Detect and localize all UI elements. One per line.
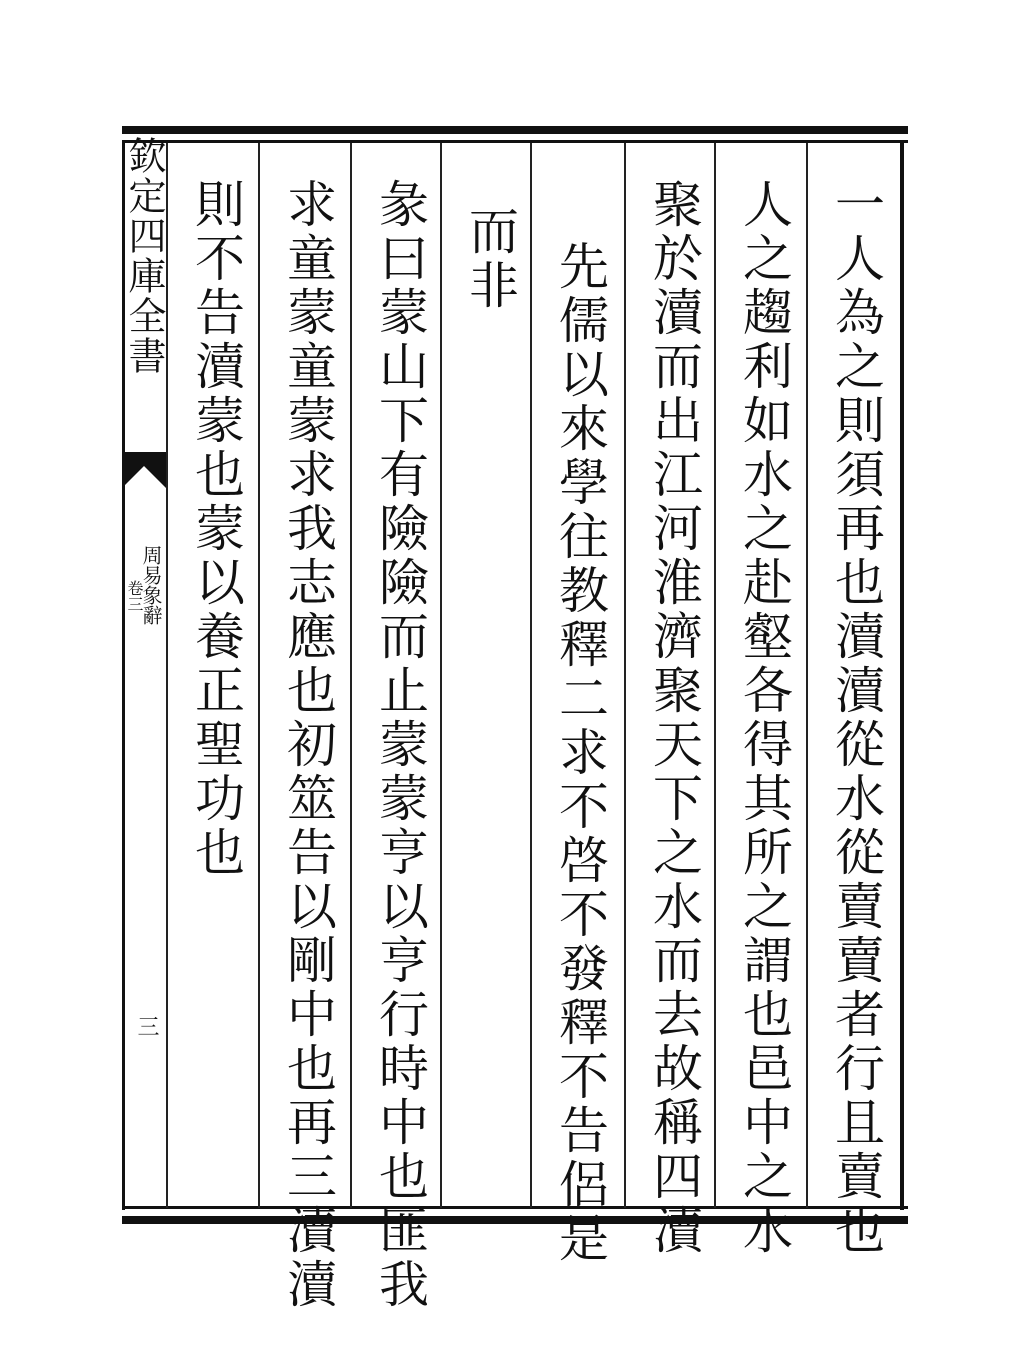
top-border-inner <box>122 140 908 143</box>
column-divider <box>166 143 168 1208</box>
fishtail-mark-icon <box>122 452 166 488</box>
text-column-5: 而非 <box>461 205 519 313</box>
text-column-1: 一人為之則須再也瀆瀆從水從賣賣者行且賣也 <box>827 178 885 1258</box>
text-column-6: 彖曰蒙山下有險險而止蒙蒙亨以亨行時中也匪我 <box>371 178 429 1312</box>
margin-book-title: 欽定四庫全書 <box>122 136 166 376</box>
margin-chapter-title: 周易象辭 <box>139 545 163 625</box>
column-divider <box>624 143 626 1208</box>
text-column-2: 人之趨利如水之赴壑各得其所之謂也邑中之水 <box>735 178 793 1258</box>
top-border <box>122 126 908 134</box>
text-column-8: 則不告瀆蒙也蒙以養正聖功也 <box>187 178 245 880</box>
text-column-7: 求童蒙童蒙求我志應也初筮告以剛中也再三瀆瀆 <box>279 178 337 1312</box>
margin-volume: 卷三 <box>125 580 144 612</box>
right-border <box>900 140 904 1210</box>
column-divider <box>258 143 260 1208</box>
margin-page-number: 三 <box>134 1015 159 1037</box>
text-column-3: 聚於瀆而出江河淮濟聚天下之水而去故稱四瀆 <box>645 178 703 1258</box>
column-divider <box>350 143 352 1208</box>
column-divider <box>806 143 808 1208</box>
text-column-4: 先儒以來學往教釋二求不啓不發釋不告侶是 <box>551 240 609 1266</box>
